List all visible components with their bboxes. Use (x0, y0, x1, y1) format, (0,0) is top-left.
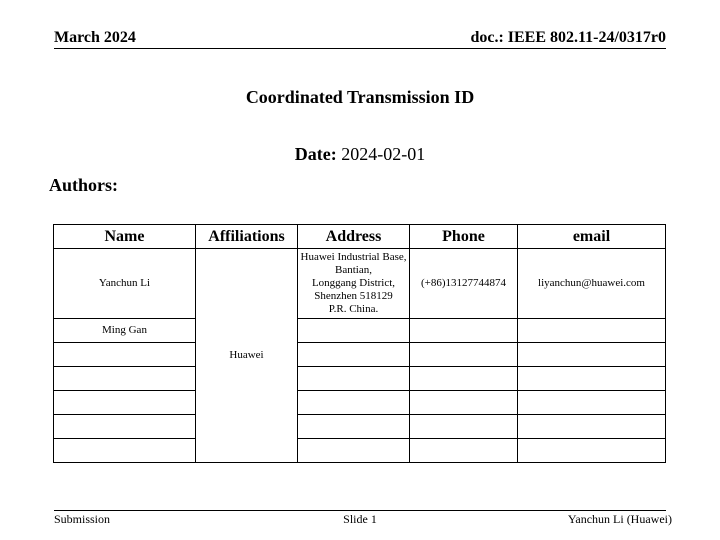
footer-divider (54, 510, 666, 511)
cell-address (298, 439, 410, 463)
header-date: March 2024 (54, 29, 136, 46)
cell-name (54, 391, 196, 415)
footer-submission: Submission (54, 512, 111, 526)
cell-address (298, 391, 410, 415)
cell-name: Ming Gan (54, 319, 196, 343)
cell-name (54, 415, 196, 439)
cell-phone (410, 439, 518, 463)
column-header-phone: Phone (410, 225, 518, 249)
cell-email (518, 439, 666, 463)
cell-email (518, 319, 666, 343)
cell-email (518, 343, 666, 367)
table-row (54, 367, 666, 391)
cell-address (298, 415, 410, 439)
column-header-affiliations: Affiliations (196, 225, 298, 249)
table-row (54, 391, 666, 415)
cell-email: liyanchun@huawei.com (518, 249, 666, 319)
cell-name: Yanchun Li (54, 249, 196, 319)
table-row (54, 439, 666, 463)
cell-phone (410, 415, 518, 439)
date-label: Date: (294, 144, 337, 164)
date-line (0, 144, 720, 165)
column-header-name: Name (54, 225, 196, 249)
column-header-email: email (518, 225, 666, 249)
header-divider (54, 48, 666, 49)
cell-phone (410, 367, 518, 391)
cell-email (518, 391, 666, 415)
cell-name (54, 343, 196, 367)
footer-slide-number: Slide 1 (343, 512, 377, 526)
table-row (54, 415, 666, 439)
cell-affiliation: Huawei (196, 249, 298, 463)
footer-author: Yanchun Li (Huawei) (567, 512, 672, 526)
page-title: Coordinated Transmission ID (245, 87, 475, 107)
authors-table (53, 224, 666, 463)
cell-address (298, 343, 410, 367)
cell-name (54, 367, 196, 391)
cell-address (298, 367, 410, 391)
cell-email (518, 367, 666, 391)
cell-phone (410, 343, 518, 367)
column-header-address: Address (298, 225, 410, 249)
date-value: 2024-02-01 (341, 144, 426, 164)
cell-address (298, 319, 410, 343)
table-row (54, 343, 666, 367)
cell-phone (410, 391, 518, 415)
cell-address: Huawei Industrial Base, Bantian, Longgang District, Shenzhen 518129 P.R. China. (298, 249, 410, 319)
table-header-row (54, 225, 666, 249)
cell-name (54, 439, 196, 463)
table-row (54, 249, 666, 319)
table-row (54, 319, 666, 343)
cell-phone (410, 319, 518, 343)
authors-heading: Authors: (49, 175, 119, 195)
header-doc-id: doc.: IEEE 802.11-24/0317r0 (470, 29, 666, 46)
cell-phone: (+86)13127744874 (410, 249, 518, 319)
cell-email (518, 415, 666, 439)
